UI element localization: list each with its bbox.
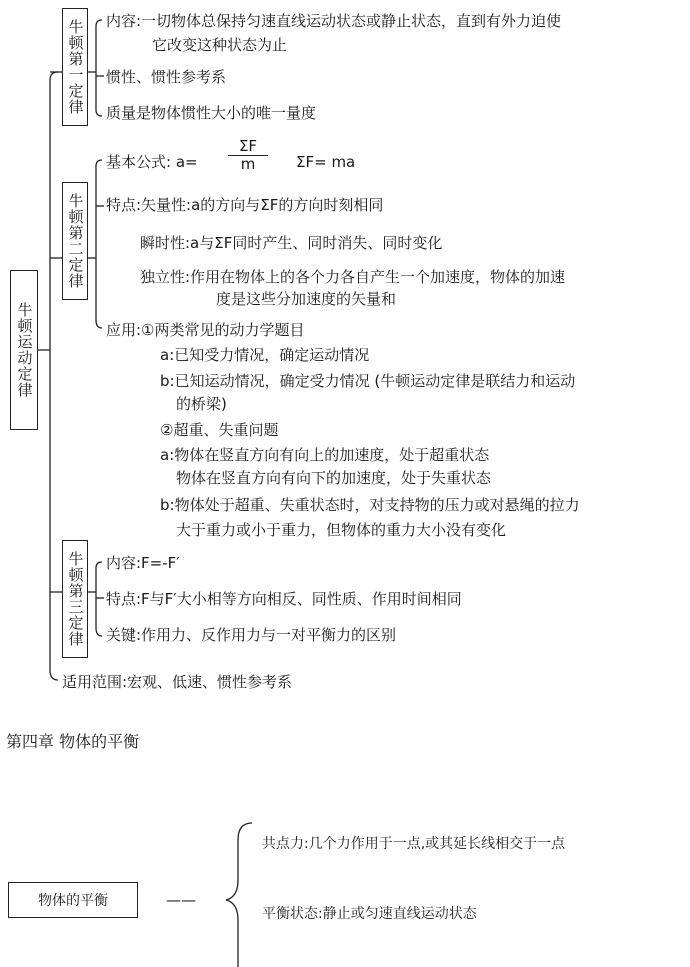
law3-key: 关键:作用力、反作用力与一对平衡力的区别 [106,626,397,644]
law2-formula-prefix: 基本公式: a= [106,153,198,171]
chapter4-item-concurrent: 共点力:几个力作用于一点,或其延长线相交于一点 [262,836,566,852]
law1-content-line1: 内容:一切物体总保持匀速直线运动状态或静止状态，直到有外力迫使 [106,12,562,30]
law2-feature-independent-2: 度是这些分加速度的矢量和 [216,290,397,308]
law2-overweight-b2: 大于重力或小于重力，但物体的重力大小没有变化 [176,521,507,539]
law2-application-b-line2: 的桥梁) [176,395,227,413]
law2-feature-instant: 瞬时性:a与ΣF同时产生、同时消失、同时变化 [140,234,443,252]
law1-bracket [96,20,102,116]
law1-box: 牛顿第一定律 [62,8,88,126]
root-box: 牛顿运动定律 [10,270,38,430]
law3-box: 牛顿第三定律 [62,540,88,658]
law2-overweight-a1: a:物体在竖直方向有向上的加速度，处于超重状态 [160,446,490,464]
law3-content: 内容:F=-F′ [106,554,180,572]
law1-content-line2: 它改变这种状态为止 [152,36,288,54]
law1-mass: 质量是物体惯性大小的唯一量度 [106,104,317,122]
law2-application-b-line1: b:已知运动情况，确定受力情况 (牛顿运动定律是联结力和运动 [160,372,576,390]
law2-overweight-a2: 物体在竖直方向有向下的加速度，处于失重状态 [176,469,492,487]
law2-formula-numerator: ΣF [228,138,268,156]
law2-formula-2: ΣF= ma [296,153,356,171]
law2-formula-denominator: m [240,155,256,173]
law3-bracket [96,562,102,636]
law2-application-title: 应用:①两类常见的动力学题目 [106,321,305,339]
law2-box: 牛顿第二定律 [62,182,88,300]
law2-bracket [96,160,102,328]
law2-application-2: ②超重、失重问题 [160,421,279,439]
scope: 适用范围:宏观、低速、惯性参考系 [62,673,293,691]
chapter4-box: 物体的平衡 [8,882,138,918]
chapter4-item-equilibrium: 平衡状态:静止或匀速直线运动状态 [262,906,477,922]
chapter4-brace [226,823,252,967]
law2-feature-vector: 特点:矢量性:a的方向与ΣF的方向时刻相同 [106,196,384,214]
law2-application-a: a:已知受力情况，确定运动情况 [160,346,370,364]
chapter4-heading: 第四章 物体的平衡 [6,732,140,751]
root-bracket [50,72,58,680]
chapter4-dash: —— [166,891,196,909]
law2-formula-fraction [228,138,268,173]
law3-feature: 特点:F与F′大小相等方向相反、同性质、作用时间相同 [106,590,462,608]
law1-inertia: 惯性、惯性参考系 [106,68,227,86]
law2-feature-independent-1: 独立性:作用在物体上的各个力各自产生一个加速度，物体的加速 [140,268,566,286]
law2-overweight-b1: b:物体处于超重、失重状态时，对支持物的压力或对悬绳的拉力 [160,496,580,514]
